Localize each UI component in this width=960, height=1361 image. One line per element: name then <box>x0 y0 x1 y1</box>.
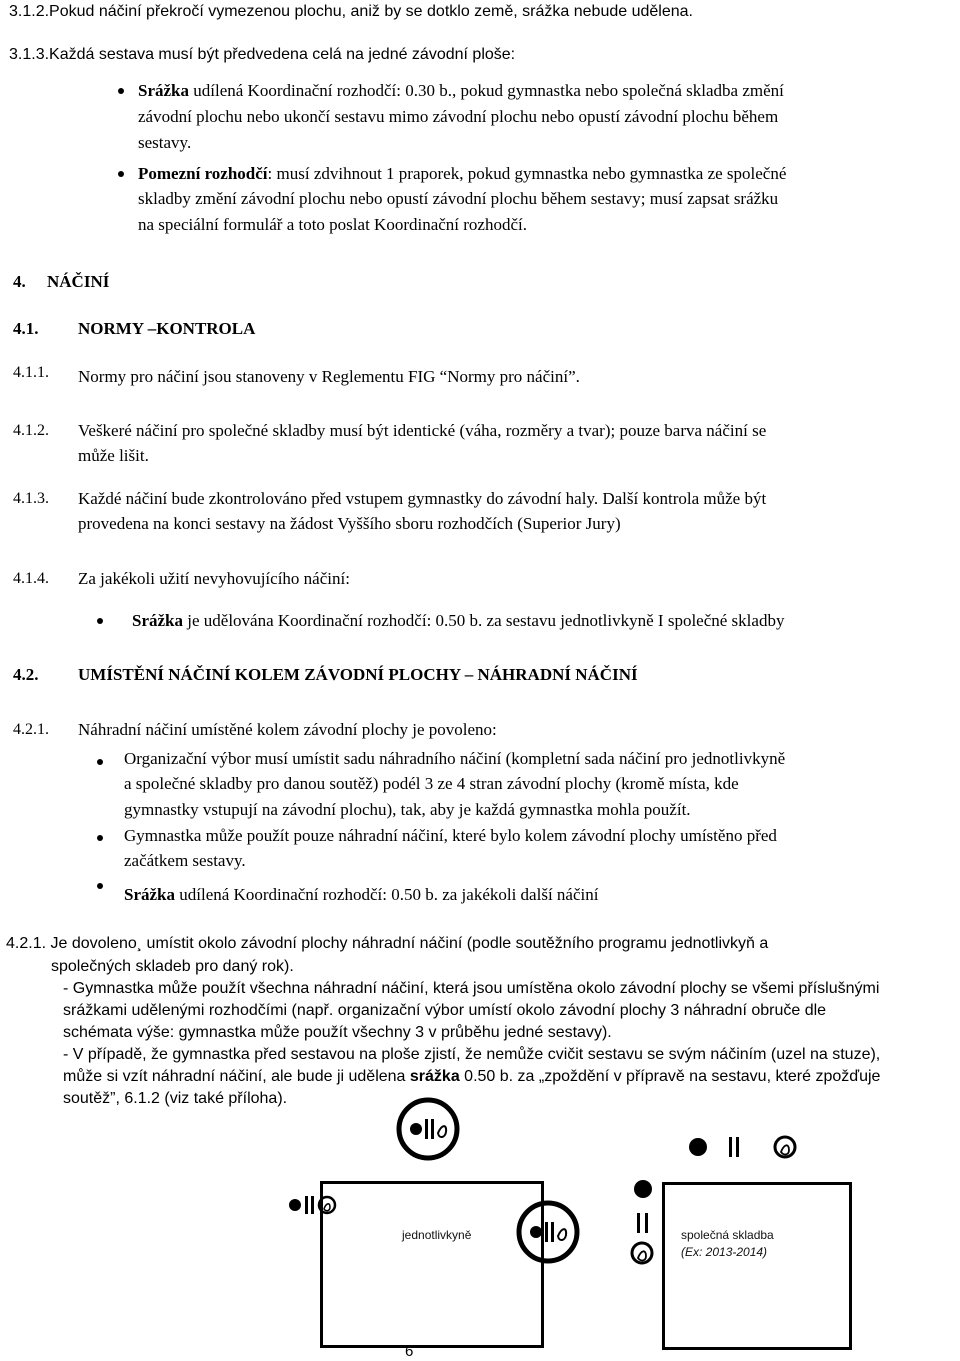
item-number: 4.1.1. <box>13 364 49 381</box>
bullet-icon <box>97 759 103 765</box>
item-number: 4.1.4. <box>13 570 49 587</box>
label-group: společná skladba <box>681 1228 774 1242</box>
section-title: NORMY –KONTROLA <box>78 319 256 338</box>
label-group-year: (Ex: 2013-2014) <box>681 1245 768 1259</box>
bullet-icon <box>97 835 103 841</box>
text: 0.50 b. za „zpoždění v přípravě na sestavu, které zpožďuje <box>459 1068 881 1085</box>
item-number: 4.2.1. <box>13 721 49 738</box>
text: udílená Koordinační rozhodčí: 0.50 b. za jakékoli další náčiní <box>175 885 599 904</box>
section-title: UMÍSTĚNÍ NÁČINÍ KOLEM ZÁVODNÍ PLOCHY – NÁHRADNÍ NÁČINÍ <box>78 665 638 684</box>
item-3-1-3 <box>9 45 515 65</box>
item-text: Veškeré náčiní pro společné skladby musí být identické (váha, rozměry a tvar); pouze barva náčiní se <box>78 421 767 440</box>
item-text: Každé náčiní bude zkontrolováno před vstupem gymnastky do závodní haly. Další kontrola může být <box>78 489 767 508</box>
bullet-line: gymnastky vstupují na závodní plochu), tak, aby je každá gymnastka mohla použít. <box>124 800 691 819</box>
paragraph-line: - Gymnastka může použít všechna náhradní náčiní, která jsou umístěna okolo závodní plochy se všemi příslušnými <box>63 980 880 997</box>
paragraph-line: společných skladeb pro daný rok). <box>51 958 294 975</box>
paragraph-line: 4.2.1. Je dovoleno¸ umístit okolo závodní plochy náhradní náčiní (podle soutěžního programu jednotlivkyň a <box>6 935 769 952</box>
bold-text: srážka <box>409 1068 460 1085</box>
paragraph-line <box>63 1068 880 1086</box>
bold-text: Srážka <box>138 81 189 100</box>
bold-text: Pomezní rozhodčí <box>138 164 268 183</box>
label-individual: jednotlivkyně <box>402 1228 472 1242</box>
item-number: 3.1.3. <box>9 46 50 63</box>
item-text: Pokud náčiní překročí vymezenou plochu, aniž by se dotklo země, srážka nebude udělena. <box>49 3 693 20</box>
bullet-icon <box>97 618 103 624</box>
item-text: provedena na konci sestavy na žádost Vyššího sboru rozhodčích (Superior Jury) <box>78 514 621 533</box>
bullet-line: na speciální formulář a toto poslat Koordinační rozhodčí. <box>138 215 527 234</box>
text: je udělována Koordinační rozhodčí: 0.50 b. za sestavu jednotlivkyně I společné skladby <box>183 611 785 630</box>
bullet-icon <box>97 883 103 889</box>
text: : musí zdvihnout 1 praporek, pokud gymnastka nebo gymnastka ze společné <box>267 164 787 183</box>
bullet-line: Gymnastka může použít pouze náhradní náčiní, které bylo kolem závodní plochy umístěno před <box>124 826 777 845</box>
item-text: Náhradní náčiní umístěné kolem závodní plochy je povoleno: <box>78 720 497 739</box>
item-number: 3.1.2. <box>9 3 50 20</box>
floor-group <box>662 1182 852 1350</box>
paragraph-line: soutěž”, 6.1.2 (viz také příloha). <box>63 1090 288 1107</box>
floor-individual <box>320 1181 544 1348</box>
text: může si vzít náhradní náčiní, ale bude ji udělena <box>63 1068 410 1085</box>
section-number: 4. <box>13 272 26 291</box>
bullet-line: Organizační výbor musí umístit sadu náhradního náčiní (kompletní sada náčiní pro jednotlivkyně <box>124 749 786 768</box>
bullet-line: skladby změní závodní plochu nebo opustí závodní plochu během sestavy; musí zapsat srážku <box>138 189 779 208</box>
section-number: 4.1. <box>13 319 39 338</box>
section-title: NÁČINÍ <box>47 272 110 291</box>
item-3-1-2 <box>9 2 693 22</box>
section-number: 4.2. <box>13 665 39 684</box>
bullet-line: závodní plochu nebo ukončí sestavu mimo závodní plochu nebo opustí závodní plochu během <box>138 107 779 126</box>
apparatus-set-icon <box>396 1097 460 1161</box>
page-number: 6 <box>405 1343 414 1360</box>
bullet-line: a společné skladby pro danou soutěž) podél 3 ze 4 stran závodní plochy (kromě místa, kde <box>124 774 739 793</box>
bold-text: Srážka <box>132 611 183 630</box>
bullet-icon <box>118 88 124 94</box>
item-number: 4.1.3. <box>13 490 49 507</box>
item-text: Za jakékoli užití nevyhovujícího náčiní: <box>78 569 350 588</box>
bullet-icon <box>118 171 124 177</box>
item-text: Normy pro náčiní jsou stanoveny v Reglementu FIG “Normy pro náčiní”. <box>78 367 580 386</box>
bullet-line: začátkem sestavy. <box>124 851 246 870</box>
bullet-line <box>138 164 786 184</box>
bullet-line <box>124 885 598 905</box>
item-text: Každá sestava musí být předvedena celá na jedné závodní ploše: <box>49 46 516 63</box>
paragraph-line: srážkami udělenými rozhodčími (např. organizační výbor umístí okolo závodní plochy 3 náhradní obruče dle <box>63 1002 827 1019</box>
bold-text: Srážka <box>124 885 175 904</box>
apparatus-set-icon <box>287 1193 351 1217</box>
item-text: může lišit. <box>78 446 149 465</box>
paragraph-line: schémata výše: gymnastka může použít všechny 3 v průběhu jedné sestavy). <box>63 1024 612 1041</box>
item-number: 4.1.2. <box>13 422 49 439</box>
text: udílená Koordinační rozhodčí: 0.30 b., pokud gymnastka nebo společná skladba změní <box>189 81 784 100</box>
bullet-line <box>132 611 784 631</box>
apparatus-set-icon <box>516 1200 580 1264</box>
bullet-line <box>138 81 784 101</box>
paragraph-line: - V případě, že gymnastka před sestavou na ploše zjistí, že nemůže cvičit sestavu se svým náčiním (uzel na stuze), <box>63 1046 881 1063</box>
apparatus-row-icon <box>688 1134 808 1160</box>
apparatus-column-icon <box>628 1177 658 1267</box>
bullet-line: sestavy. <box>138 133 192 152</box>
